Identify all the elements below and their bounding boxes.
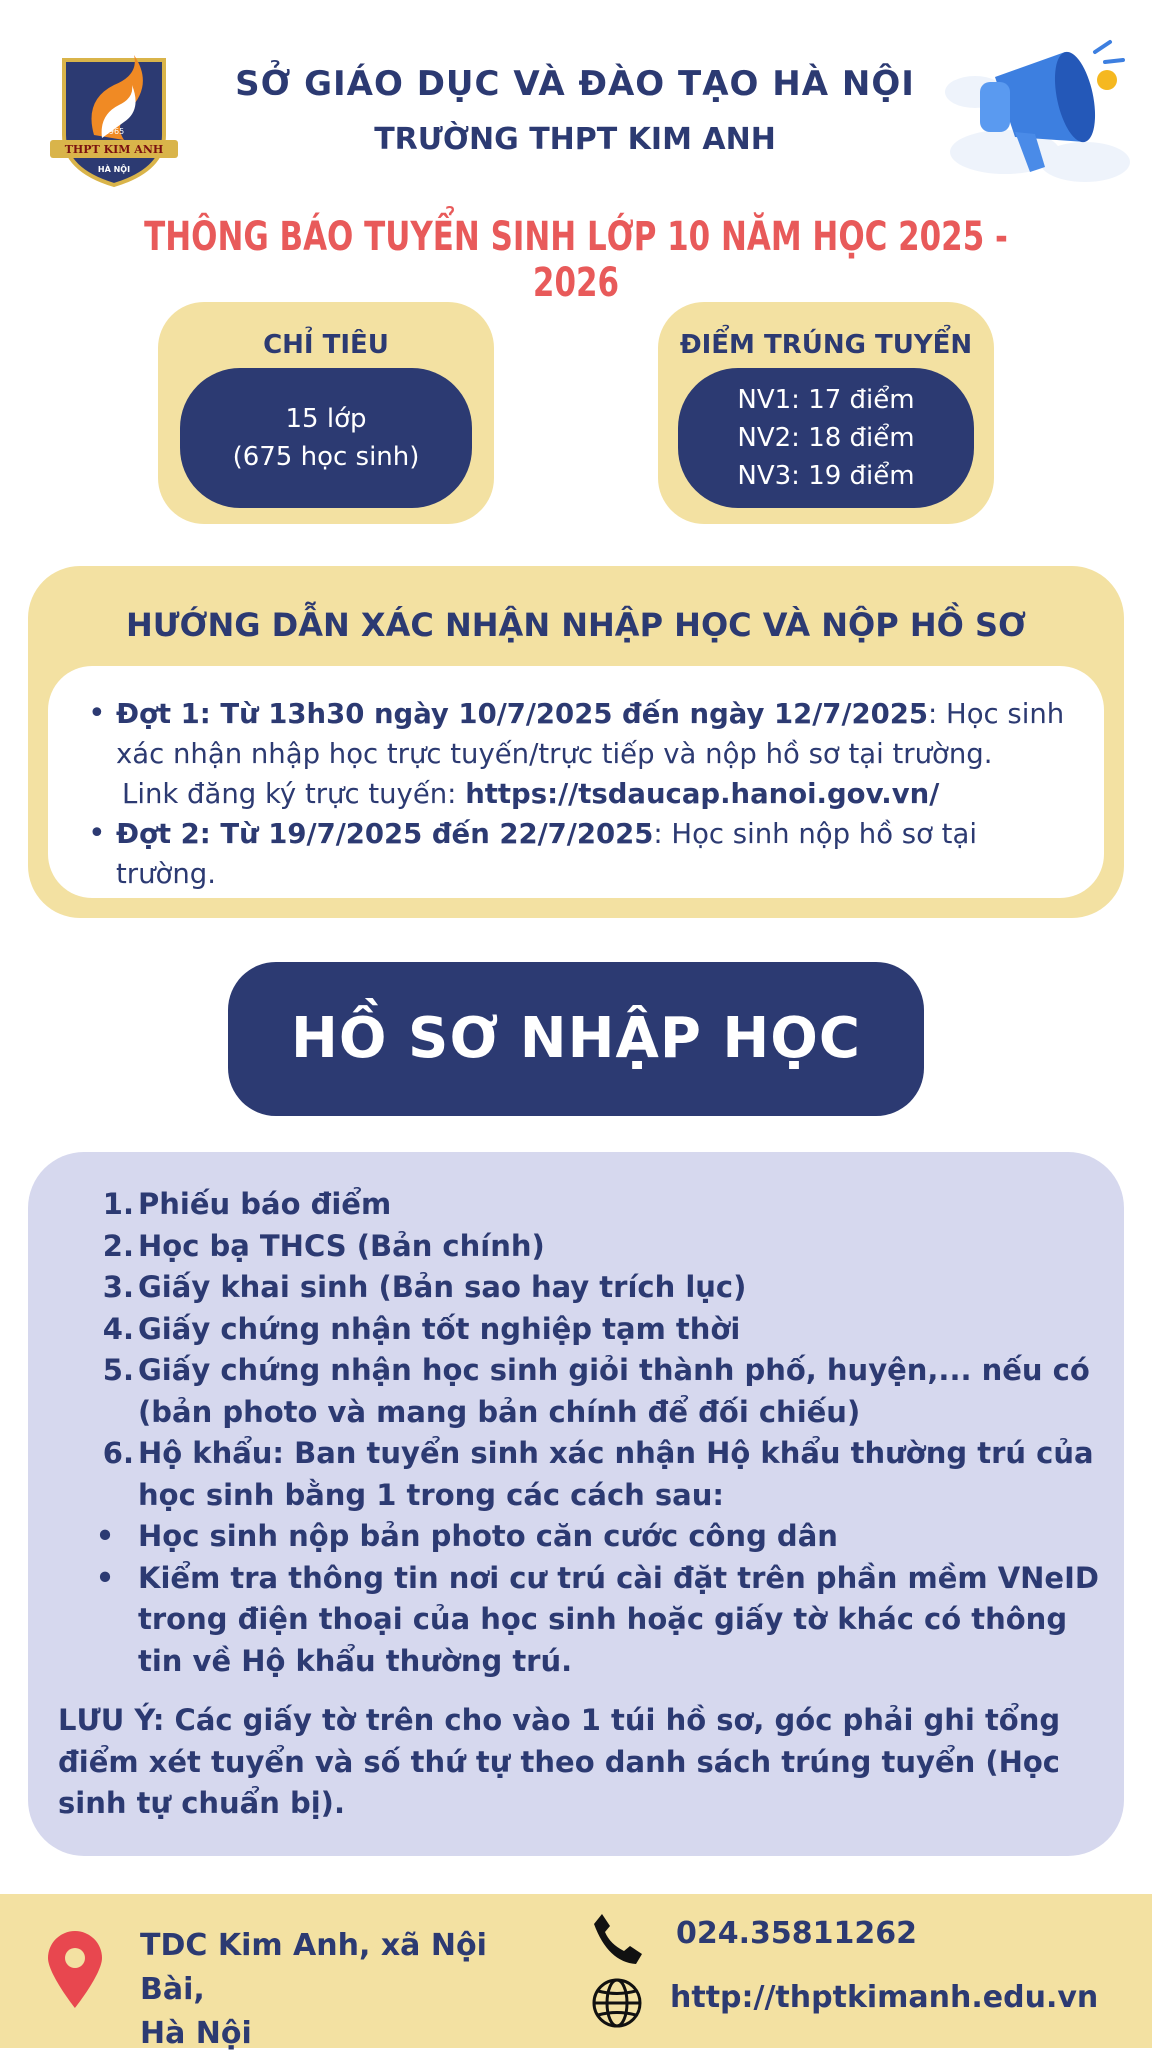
phone-icon xyxy=(588,1910,646,1968)
note-label: LƯU Ý: xyxy=(58,1703,165,1737)
score-nv2: NV2: 18 điểm xyxy=(737,423,915,453)
globe-icon xyxy=(590,1976,644,2030)
list-item xyxy=(80,1226,1110,1268)
item-number: 4. xyxy=(102,1311,134,1346)
item-number: 3. xyxy=(102,1270,134,1304)
quota-value-box xyxy=(180,368,472,508)
bullet-text: Kiểm tra thông tin nơi cư trú cài đặt trên phần mềm VNeID trong điện thoại của học sinh hoặc giấy tờ khác có thông tin về Hộ khẩu thường trú. xyxy=(138,1560,1099,1678)
note xyxy=(58,1700,1098,1825)
quota-classes: 15 lớp xyxy=(285,404,367,434)
list-item xyxy=(80,1184,1110,1226)
location-pin-icon xyxy=(44,1930,106,2010)
list-item xyxy=(80,1267,1110,1309)
item-number: 5. xyxy=(102,1353,134,1387)
school-logo xyxy=(44,40,184,190)
link-label: Link đăng ký trực tuyến: xyxy=(122,778,466,810)
bullet-item xyxy=(80,1516,1110,1558)
quota-students: (675 học sinh) xyxy=(232,442,420,472)
bullet-text: Học sinh nộp bản photo căn cước công dân xyxy=(138,1519,838,1553)
records-list xyxy=(80,1184,1110,1682)
score-nv3: NV3: 19 điểm xyxy=(737,461,915,491)
records-banner: HỒ SƠ NHẬP HỌC xyxy=(228,962,924,1116)
item-text: Học bạ THCS (Bản chính) xyxy=(138,1228,545,1263)
bullet-icon: • xyxy=(95,1519,115,1553)
note-text: Các giấy tờ trên cho vào 1 túi hồ sơ, góc phải ghi tổng điểm xét tuyển và số thứ tự theo danh sách trúng tuyển (Học sinh tự chuẩn bị). xyxy=(58,1703,1061,1820)
round2-dates: Đợt 2: Từ 19/7/2025 đến 22/7/2025 xyxy=(116,818,654,850)
round2-text: : Học sinh nộp hồ sơ tại trường. xyxy=(116,818,977,890)
school-name: TRƯỜNG THPT KIM ANH xyxy=(374,122,776,157)
guide-body xyxy=(48,666,1104,898)
quota-card xyxy=(158,302,494,524)
registration-link[interactable]: https://tsdaucap.hanoi.gov.vn/ xyxy=(465,778,940,810)
round1-text: : Học sinh xác nhận nhập học trực tuyến/trực tiếp và nộp hồ sơ tại trường. xyxy=(116,698,1065,770)
bullet-icon: • xyxy=(95,1560,115,1595)
phone-number[interactable]: 024.35811262 xyxy=(676,1916,918,1951)
item-text: Giấy chứng nhận học sinh giỏi thành phố, huyện,... nếu có (bản photo và mang bản chính để đối chiếu) xyxy=(138,1353,1090,1429)
footer xyxy=(0,1894,1152,2051)
address-line-2: Hà Nội xyxy=(140,2016,252,2051)
logo-text: THPT KIM ANH xyxy=(64,143,164,156)
website-link[interactable]: http://thptkimanh.edu.vn xyxy=(670,1980,1099,2015)
list-item xyxy=(80,1309,1110,1351)
item-text: Giấy chứng nhận tốt nghiệp tạm thời xyxy=(138,1311,741,1346)
score-nv1: NV1: 17 điểm xyxy=(737,385,915,415)
item-number: 1. xyxy=(102,1187,134,1221)
scores-card xyxy=(658,302,994,524)
quota-title: CHỈ TIÊU xyxy=(263,330,389,360)
guide-round-2 xyxy=(84,814,1084,894)
item-text: Giấy khai sinh (Bản sao hay trích lục) xyxy=(138,1270,747,1304)
records-panel xyxy=(28,1152,1124,1856)
address xyxy=(140,1924,560,2056)
list-item xyxy=(80,1350,1110,1433)
announcement-title: THÔNG BÁO TUYỂN SINH LỚP 10 NĂM HỌC 2025 - 2026 xyxy=(144,214,1008,306)
registration-link-line xyxy=(84,774,1084,814)
item-number: 2. xyxy=(102,1228,134,1263)
department-name: SỞ GIÁO DỤC VÀ ĐÀO TẠO HÀ NỘI xyxy=(235,64,915,104)
logo-years: 1965 xyxy=(103,127,125,136)
scores-title: ĐIỂM TRÚNG TUYỂN xyxy=(679,330,973,360)
bullet-item xyxy=(80,1558,1110,1683)
item-text: Hộ khẩu: Ban tuyển sinh xác nhận Hộ khẩu thường trú của học sinh bằng 1 trong các cách sau: xyxy=(138,1436,1094,1512)
address-line-1: TDC Kim Anh, xã Nội Bài, xyxy=(140,1928,487,2007)
enrollment-guide xyxy=(28,566,1124,918)
megaphone-icon xyxy=(935,22,1135,202)
item-number: 6. xyxy=(102,1436,134,1470)
list-item xyxy=(80,1433,1110,1516)
round1-dates: Đợt 1: Từ 13h30 ngày 10/7/2025 đến ngày 12/7/2025 xyxy=(116,698,929,730)
item-text: Phiếu báo điểm xyxy=(138,1187,392,1221)
scores-value-box xyxy=(678,368,974,508)
logo-place: HÀ NỘI xyxy=(97,165,131,174)
guide-round-1 xyxy=(84,694,1084,774)
guide-title: HƯỚNG DẪN XÁC NHẬN NHẬP HỌC VÀ NỘP HỒ SƠ xyxy=(126,606,1026,644)
